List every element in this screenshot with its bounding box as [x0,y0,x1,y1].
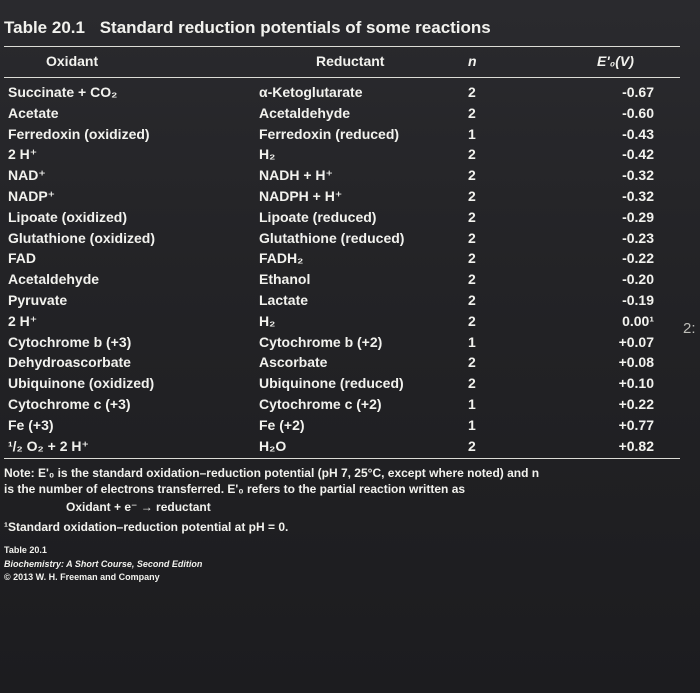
table-bottom-rule [4,458,680,459]
cell-n: 2 [468,271,476,288]
cell-n: 2 [468,437,476,454]
source-copyright: © 2013 W. H. Freeman and Company [4,572,160,582]
cell-reductant: Ubiquinone (reduced) [259,375,404,392]
cell-potential: +0.82 [618,437,654,454]
cell-reductant: Ferredoxin (reduced) [259,125,400,142]
cell-oxidant: Cytochrome b (+3) [8,333,132,350]
cell-potential: +0.77 [618,416,654,433]
cell-oxidant: Lipoate (oxidized) [8,208,127,225]
cell-reductant: Lipoate (reduced) [259,208,377,225]
cell-n: 2 [468,146,476,163]
cell-reductant: Glutathione (reduced) [259,229,405,246]
cell-n: 2 [468,208,476,225]
cell-oxidant: Acetate [8,104,59,121]
cell-potential: +0.07 [618,333,654,350]
cell-potential: -0.29 [622,208,654,225]
cell-n: 2 [468,104,476,121]
cell-potential: -0.60 [622,104,654,121]
source-table: Table 20.1 [4,545,47,555]
table-number: Table 20.1 [4,18,85,37]
table-header-rule [4,77,680,78]
cell-reductant: H₂O [259,437,287,454]
cell-oxidant: Dehydroascorbate [8,354,131,371]
cell-oxidant: Glutathione (oxidized) [8,229,155,246]
cell-potential: -0.20 [622,271,654,288]
cell-reductant: Lactate [259,292,309,308]
source-book: Biochemistry: A Short Course, Second Edition [4,559,203,569]
cell-potential: -0.22 [622,250,654,267]
cell-reductant: Fe (+2) [259,416,305,433]
cell-n: 2 [468,250,476,267]
cell-n: 2 [468,167,476,184]
cell-reductant: FADH₂ [259,250,304,267]
cell-reductant: H₂ [259,312,276,329]
cell-potential: 0.00¹ [622,312,654,329]
cell-potential: -0.67 [622,84,654,100]
cell-oxidant: Ubiquinone (oxidized) [8,375,155,392]
cell-oxidant: Acetaldehyde [8,271,100,288]
cell-n: 2 [468,375,476,392]
cell-potential: -0.43 [622,125,654,142]
cell-oxidant: 2 H⁺ [8,312,38,329]
cell-reductant: Acetaldehyde [259,104,351,121]
cell-reductant: Cytochrome b (+2) [259,333,383,350]
note-line-1: Note: E'₀ is the standard oxidation–reduction potential (pH 7, 25°C, except where noted) and n [4,466,540,480]
cell-reductant: Ethanol [259,271,311,288]
table-caption: Standard reduction potentials of some reactions [99,18,491,37]
cell-oxidant: Succinate + CO₂ [8,84,118,100]
cell-oxidant: NAD⁺ [8,167,46,184]
cell-n: 2 [468,229,476,246]
cell-potential: -0.19 [622,292,654,308]
cell-reductant: H₂ [259,146,276,163]
cell-reductant: Cytochrome c (+2) [259,396,382,412]
header-potential: E'₀(V) [597,53,634,69]
cell-n: 1 [468,416,476,433]
header-oxidant: Oxidant [46,53,99,69]
cell-oxidant: ¹/₂ O₂ + 2 H⁺ [8,437,89,454]
cell-oxidant: 2 H⁺ [8,146,38,163]
cell-n: 2 [468,292,476,308]
cell-n: 1 [468,125,476,142]
table-top-rule [4,46,680,47]
cell-n: 2 [468,188,476,204]
note-footnote: ¹Standard oxidation–reduction potential at pH = 0. [4,520,289,534]
cell-oxidant: Ferredoxin (oxidized) [8,125,150,142]
cell-n: 2 [468,312,476,329]
cell-n: 1 [468,396,476,412]
note-line-2: is the number of electrons transferred. E'₀ refers to the partial reaction written as [4,482,466,496]
table-title [4,18,491,38]
cell-oxidant: Cytochrome c (+3) [8,396,131,412]
cell-potential: +0.22 [618,396,654,412]
cell-potential: -0.32 [622,167,654,184]
note-equation: Oxidant + e⁻ → reductant [66,500,211,514]
cell-potential: -0.23 [622,229,654,246]
header-n: n [468,53,477,69]
cell-oxidant: NADP⁺ [8,188,56,204]
cell-n: 2 [468,354,476,371]
cell-oxidant: Fe (+3) [8,416,54,433]
cell-n: 2 [468,84,476,100]
cell-reductant: α-Ketoglutarate [259,84,363,100]
cell-potential: +0.10 [618,375,654,392]
cell-potential: +0.08 [618,354,654,371]
cell-reductant: Ascorbate [259,354,328,371]
header-reductant: Reductant [316,53,385,69]
cell-oxidant: FAD [8,250,36,267]
cell-potential: -0.42 [622,146,654,163]
cell-oxidant: Pyruvate [8,292,68,308]
cell-potential: -0.32 [622,188,654,204]
cell-n: 1 [468,333,476,350]
page-edge-text: 2: [683,320,696,337]
cell-reductant: NADPH + H⁺ [259,188,343,204]
cell-reductant: NADH + H⁺ [259,167,333,184]
